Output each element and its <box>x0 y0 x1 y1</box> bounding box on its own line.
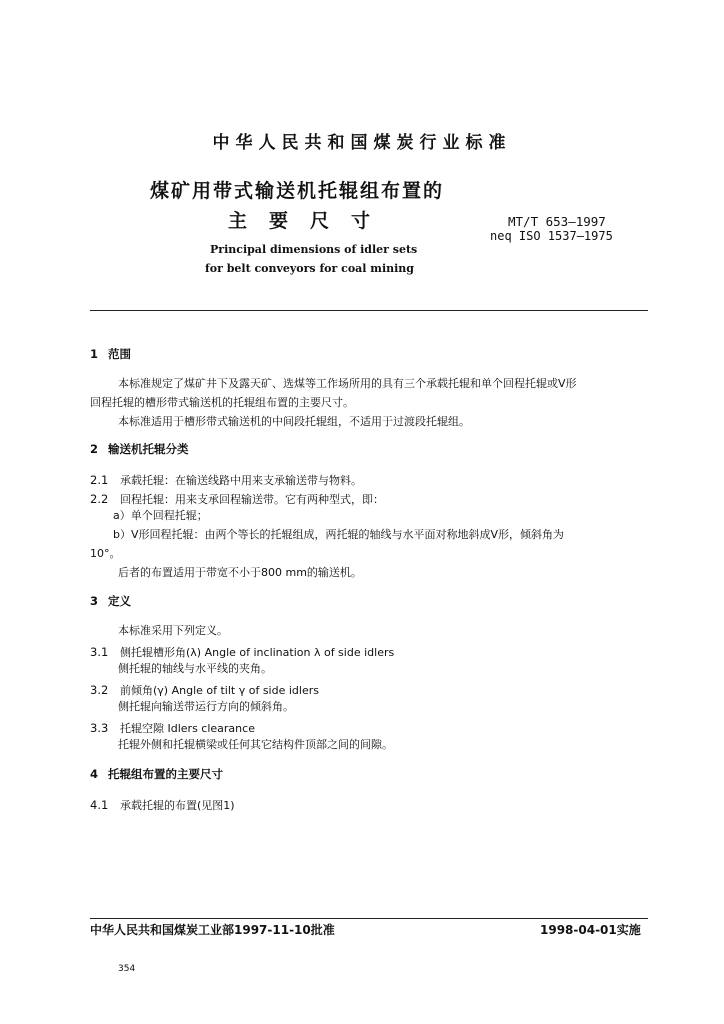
clause-number: 2.1 <box>90 473 109 487</box>
issuing-organization: 中华人民共和国煤炭行业标准 <box>212 133 512 153</box>
clause-3-3 <box>90 717 255 736</box>
implementation-date: 1998-04-01实施 <box>540 923 641 937</box>
clause-3-1 <box>90 641 394 660</box>
footer-divider <box>90 918 648 919</box>
clause-2-2 <box>90 488 384 507</box>
section-1-heading <box>90 346 131 362</box>
standard-equivalent: neq ISO 1537—1975 <box>490 229 613 243</box>
clause-text: 前倾角(γ) Angle of tilt γ of side idlers <box>120 684 319 697</box>
section-title: 托辊组布置的主要尺寸 <box>108 767 223 781</box>
clause-number: 3.2 <box>90 683 109 697</box>
standard-title-en-line1: Principal dimensions of idler sets <box>210 243 418 256</box>
clause-text: 托辊空隙 Idlers clearance <box>120 722 255 735</box>
list-item-b-continued: 10°。 <box>90 547 121 560</box>
clause-number: 4.1 <box>90 798 109 812</box>
paragraph: 本标准采用下列定义。 <box>118 624 228 637</box>
section-4-heading <box>90 766 223 782</box>
standard-title-en-line2: for belt conveyors for coal mining <box>205 262 414 275</box>
clause-4-1 <box>90 794 235 813</box>
list-item-b: b）V形回程托辊：由两个等长的托辊组成，两托辊的轴线与水平面对称地斜成V形，倾斜角为 <box>113 528 565 541</box>
section-title: 输送机托辊分类 <box>108 442 189 456</box>
page-number: 354 <box>118 964 136 974</box>
paragraph: 本标准适用于槽形带式输送机的中间段托辊组，不适用于过渡段托辊组。 <box>118 415 470 428</box>
definition-text: 侧托辊的轴线与水平线的夹角。 <box>118 662 272 675</box>
clause-text: 侧托辊槽形角(λ) Angle of inclination λ of side idlers <box>120 646 395 659</box>
section-number: 4 <box>90 767 99 781</box>
definition-text: 托辊外侧和托辊横梁或任何其它结构件顶部之间的间隙。 <box>118 738 393 751</box>
standard-title-cn-line2: 主要尺寸 <box>228 210 393 232</box>
section-2-heading <box>90 441 189 457</box>
paragraph: 本标准规定了煤矿井下及露天矿、选煤等工作场所用的具有三个承载托辊和单个回程托辊或V形 <box>118 377 577 390</box>
clause-number: 2.2 <box>90 492 109 506</box>
section-number: 3 <box>90 594 99 608</box>
section-3-heading <box>90 593 131 609</box>
definition-text: 侧托辊向输送带运行方向的倾斜角。 <box>118 700 294 713</box>
clause-number: 3.1 <box>90 645 109 659</box>
clause-3-2 <box>90 679 319 698</box>
paragraph: 回程托辊的槽形带式输送机的托辊组布置的主要尺寸。 <box>90 396 354 409</box>
clause-text: 承载托辊：在输送线路中用来支承输送带与物料。 <box>120 474 362 487</box>
section-number: 1 <box>90 347 99 361</box>
section-number: 2 <box>90 442 99 456</box>
clause-number: 3.3 <box>90 721 109 735</box>
standard-title-cn-line1: 煤矿用带式输送机托辊组布置的 <box>150 180 445 202</box>
header-divider <box>90 310 648 311</box>
paragraph: 后者的布置适用于带宽不小于800 mm的输送机。 <box>118 566 362 579</box>
clause-2-1 <box>90 469 362 488</box>
clause-text: 承载托辊的布置(见图1) <box>120 799 235 812</box>
list-item-a: a）单个回程托辊； <box>113 509 208 522</box>
approval-line: 中华人民共和国煤炭工业部1997-11-10批准 <box>90 923 335 937</box>
section-title: 范围 <box>108 347 131 361</box>
standard-number: MT/T 653—1997 <box>508 214 606 229</box>
clause-text: 回程托辊：用来支承回程输送带。它有两种型式，即： <box>120 493 384 506</box>
section-title: 定义 <box>108 594 131 608</box>
